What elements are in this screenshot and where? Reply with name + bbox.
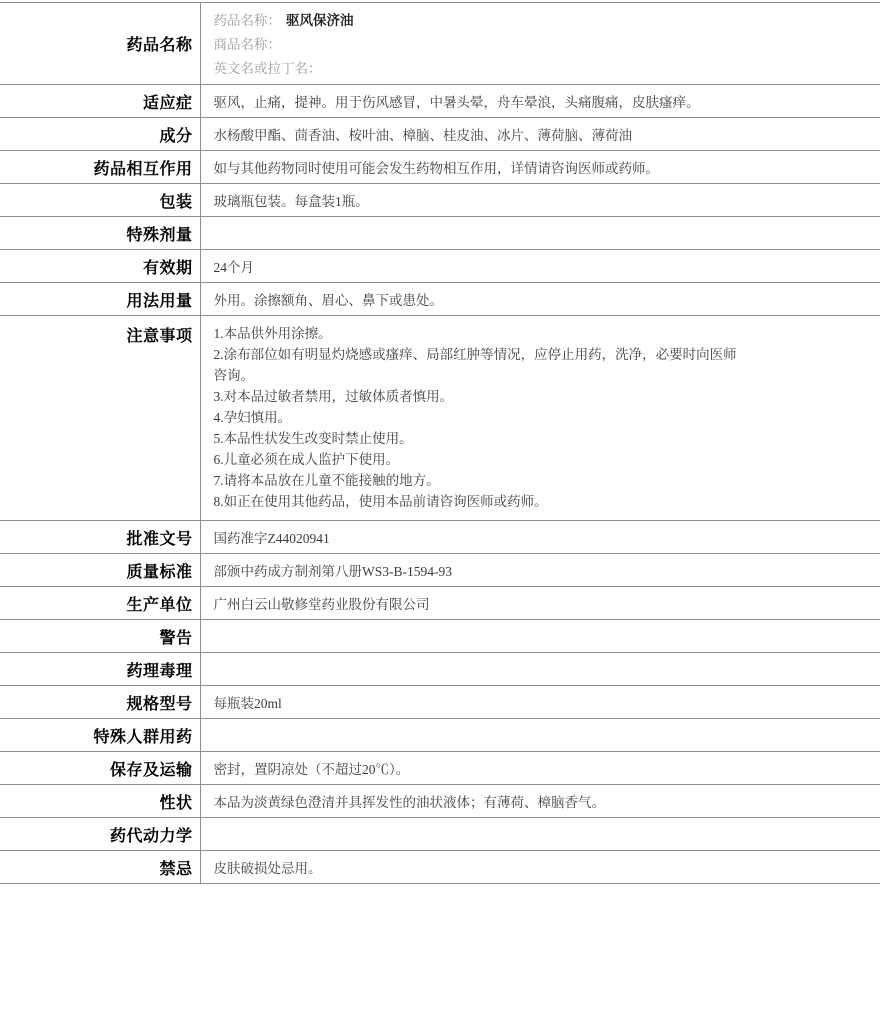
row-label-quality-standard: 质量标准 [0, 554, 200, 587]
row-value-interactions: 如与其他药物同时使用可能会发生药物相互作用，详情请咨询医师或药师。 [200, 151, 880, 184]
table-row-special-dosage [0, 217, 880, 250]
precaution-line: 7.请将本品放在儿童不能接触的地方。 [213, 473, 440, 488]
table-row-quality-standard [0, 554, 880, 587]
drug-name-caption: 药品名称： [213, 12, 281, 28]
trade-name-caption: 商品名称： [213, 36, 281, 52]
table-row-shelf-life [0, 250, 880, 283]
precaution-line: 1.本品供外用涂擦。 [213, 326, 332, 341]
row-value-special-dosage [200, 217, 880, 250]
table-row-contraindications [0, 851, 880, 884]
drug-name-line [214, 9, 873, 33]
row-value-properties: 本品为淡黄绿色澄清并具挥发性的油状液体；有薄荷、樟脑香气。 [200, 785, 880, 818]
row-label-approval-number: 批准文号 [0, 521, 200, 554]
row-label-shelf-life: 有效期 [0, 250, 200, 283]
table-row-precautions [0, 316, 880, 521]
drug-name-value: 驱风保济油 [286, 12, 354, 28]
table-row-manufacturer [0, 587, 880, 620]
row-value-specification: 每瓶装20ml [200, 686, 880, 719]
row-label-properties: 性状 [0, 785, 200, 818]
row-label-pharmacology-toxicology: 药理毒理 [0, 653, 200, 686]
table-row-ingredients [0, 118, 880, 151]
precaution-line: 5.本品性状发生改变时禁止使用。 [213, 431, 413, 446]
table-row-pharmacokinetics [0, 818, 880, 851]
row-value-manufacturer: 广州白云山敬修堂药业股份有限公司 [200, 587, 880, 620]
row-value-packaging: 玻璃瓶包装。每盒装1瓶。 [200, 184, 880, 217]
drug-name-cell [200, 3, 880, 85]
table-row-warning [0, 620, 880, 653]
row-value-quality-standard: 部颁中药成方制剂第八册WS3-B-1594-93 [200, 554, 880, 587]
table-row-properties [0, 785, 880, 818]
row-label-special-dosage: 特殊剂量 [0, 217, 200, 250]
table-row-special-populations [0, 719, 880, 752]
row-label-ingredients: 成分 [0, 118, 200, 151]
row-label-pharmacokinetics: 药代动力学 [0, 818, 200, 851]
precaution-line: 4.孕妇慎用。 [213, 410, 292, 425]
row-value-contraindications: 皮肤破损处忌用。 [200, 851, 880, 884]
table-row-storage-transport [0, 752, 880, 785]
row-label-special-populations: 特殊人群用药 [0, 719, 200, 752]
row-value-shelf-life: 24个月 [200, 250, 880, 283]
row-value-dosage-usage: 外用。涂擦额角、眉心、鼻下或患处。 [200, 283, 880, 316]
row-label-specification: 规格型号 [0, 686, 200, 719]
row-label-indications: 适应症 [0, 85, 200, 118]
drug-info-table [0, 2, 880, 884]
row-label-dosage-usage: 用法用量 [0, 283, 200, 316]
latin-name-caption: 英文名或拉丁名： [213, 60, 322, 76]
row-label-manufacturer: 生产单位 [0, 587, 200, 620]
row-value-pharmacokinetics [200, 818, 880, 851]
row-value-precautions [200, 316, 880, 521]
precaution-line: 6.儿童必须在成人监护下使用。 [213, 452, 400, 467]
row-value-pharmacology-toxicology [200, 653, 880, 686]
row-label-interactions: 药品相互作用 [0, 151, 200, 184]
table-row-dosage-usage [0, 283, 880, 316]
row-value-approval-number: 国药准字Z44020941 [200, 521, 880, 554]
table-row-indications [0, 85, 880, 118]
row-label-packaging: 包装 [0, 184, 200, 217]
table-row-packaging [0, 184, 880, 217]
row-label-warning: 警告 [0, 620, 200, 653]
table-row-pharmacology-toxicology [0, 653, 880, 686]
drug-info-page [0, 2, 880, 1012]
precaution-line: 2.涂布部位如有明显灼烧感或瘙痒、局部红肿等情况，应停止用药，洗净，必要时向医师 [213, 347, 737, 362]
precaution-line: 咨询。 [213, 368, 254, 383]
row-value-indications: 驱风，止痛，提神。用于伤风感冒，中暑头晕，舟车晕浪，头痛腹痛，皮肤瘙痒。 [200, 85, 880, 118]
table-row-interactions [0, 151, 880, 184]
row-label-drug-name: 药品名称 [0, 3, 200, 85]
row-label-precautions: 注意事项 [0, 316, 200, 521]
table-row-specification [0, 686, 880, 719]
row-label-storage-transport: 保存及运输 [0, 752, 200, 785]
row-value-warning [200, 620, 880, 653]
table-row-drug-name [0, 3, 880, 85]
table-row-approval-number [0, 521, 880, 554]
row-label-contraindications: 禁忌 [0, 851, 200, 884]
precaution-line: 8.如正在使用其他药品，使用本品前请咨询医师或药师。 [213, 494, 548, 509]
precaution-line: 3.对本品过敏者禁用，过敏体质者慎用。 [213, 389, 454, 404]
row-value-ingredients: 水杨酸甲酯、茴香油、桉叶油、樟脑、桂皮油、冰片、薄荷脑、薄荷油 [200, 118, 880, 151]
row-value-special-populations [200, 719, 880, 752]
row-value-storage-transport: 密封，置阴凉处（不超过20℃）。 [200, 752, 880, 785]
